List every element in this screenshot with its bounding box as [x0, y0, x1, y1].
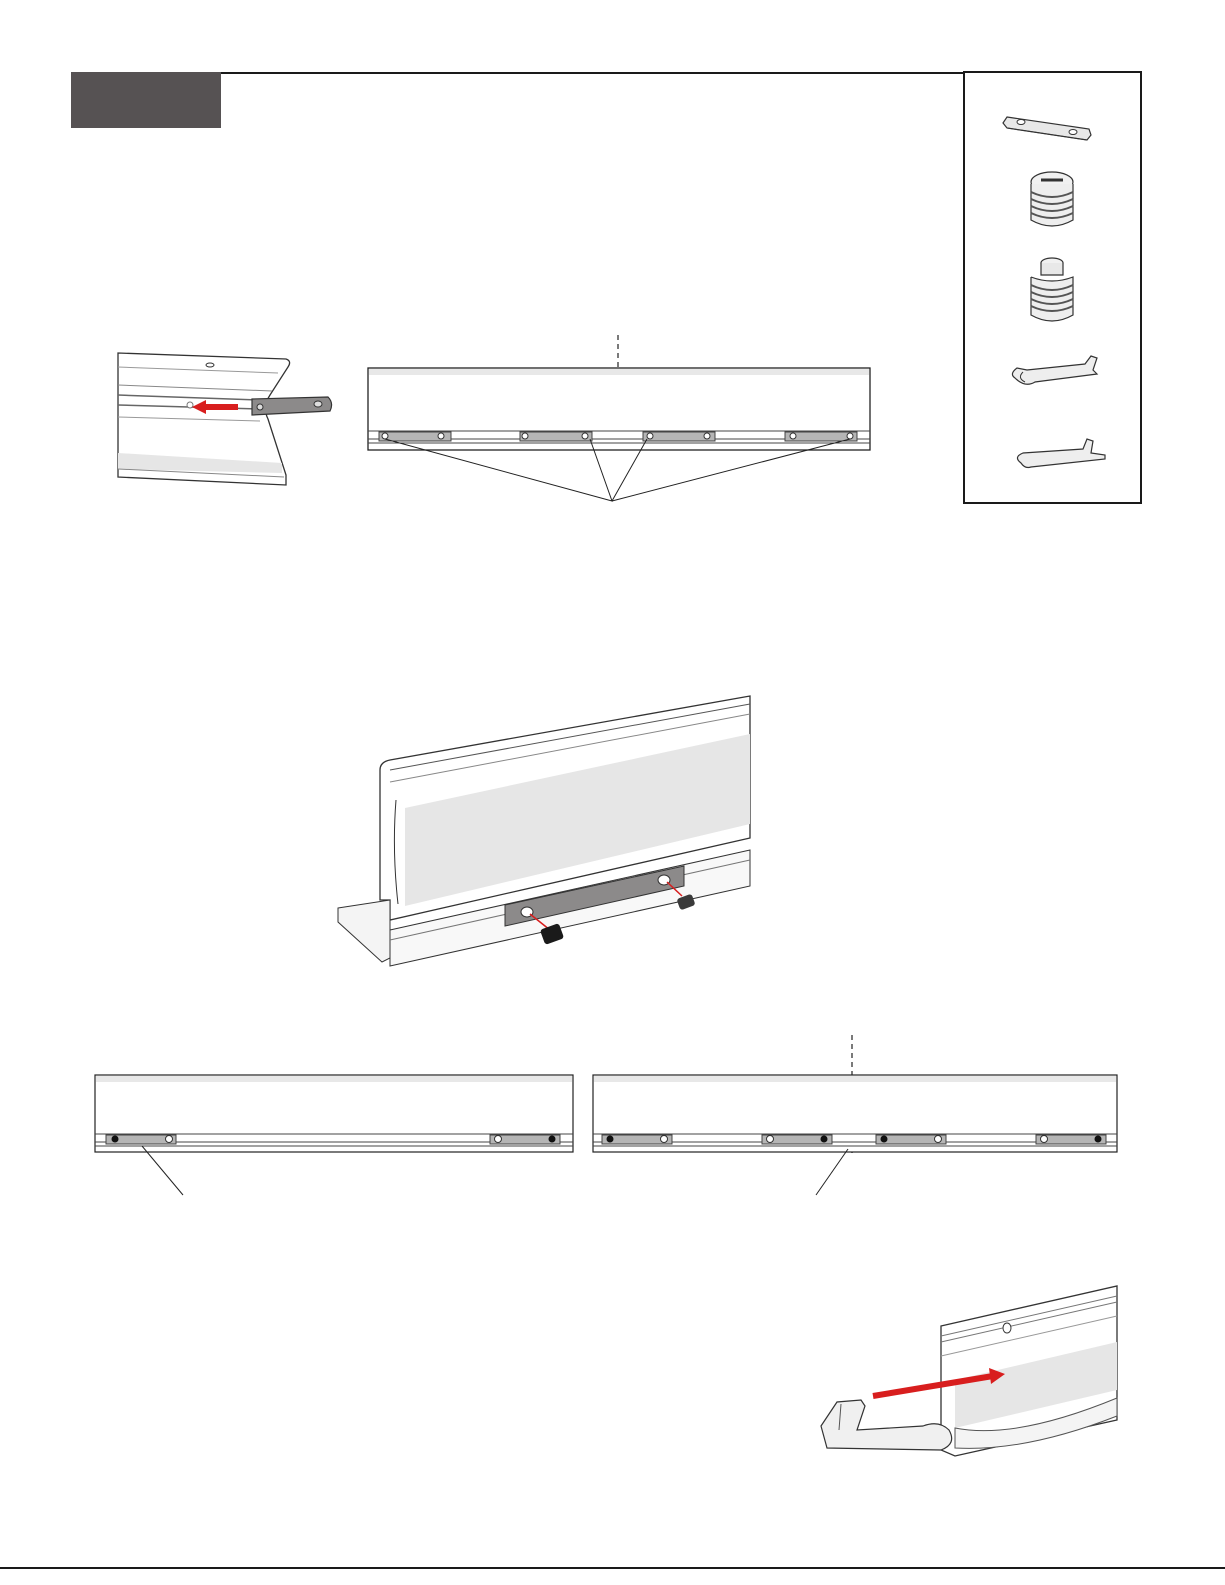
rail-screw-install-figure — [330, 690, 760, 975]
rail-splice-view-figure — [590, 1035, 1120, 1205]
parts-list-box — [963, 71, 1142, 504]
end-clip-install-figure — [815, 1280, 1125, 1485]
splice-plate — [520, 432, 592, 441]
set-screw-icon — [965, 168, 1140, 238]
rail-end-view-figure — [92, 1070, 577, 1205]
rail-front-view-figure — [365, 335, 875, 515]
footer-rule — [0, 1567, 1225, 1569]
step-badge — [71, 72, 221, 128]
end-clip-small-icon — [965, 348, 1140, 398]
splice-plate-icon — [965, 103, 1140, 153]
set-screw-long-icon — [965, 253, 1140, 333]
end-clip-large-icon — [965, 433, 1140, 483]
rail-end-insert-figure — [110, 345, 350, 495]
